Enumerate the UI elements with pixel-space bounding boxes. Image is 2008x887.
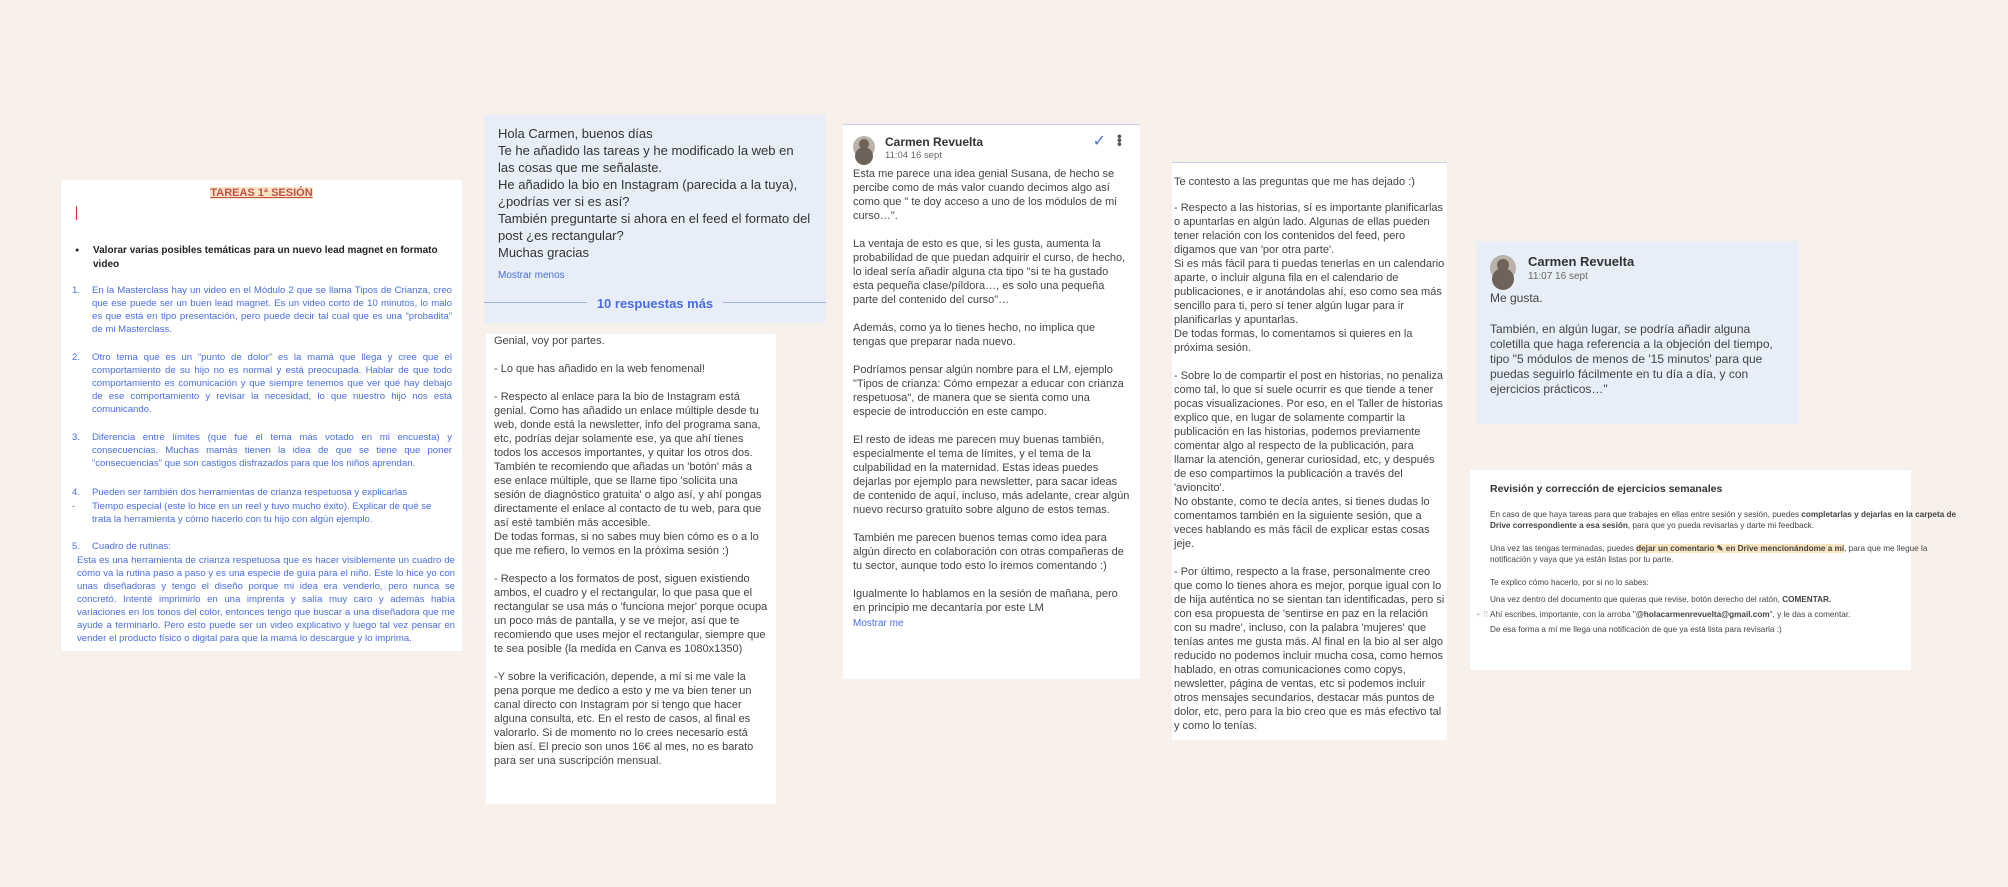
show-less-link[interactable]: Mostrar me (853, 618, 904, 629)
reply-paragraph: - Lo que has añadido en la web fenomenal! (494, 363, 705, 375)
comment-paragraph: Podríamos pensar algún nombre para el LM, ejemplo "Tipos de crianza: Cómo empezar a educar con crianza respetuosa", de manera que se sienta como una especie de introducción en este campo. (853, 364, 1124, 418)
list-item: 1. En la Masterclass hay un video en el Módulo 2 que se llama Tipos de Crianza, creo que ese puede ser un buen lead magnet. Es un video corto de 10 minutos, lo malo es que está en tipo presentación, pero puede decir tal cual que es una “probadita” de mi Masterclass. (72, 285, 452, 335)
doc-review-paragraph: Drive correspondiente a esa sesión, para que yo pueda revisarlas y darte mi feedback. (1490, 521, 1815, 530)
doc-tasks-card (61, 180, 462, 651)
doc-review-paragraph: + ⠿ Ahí escribes, importante, con la arroba "@holacarmenrevuelta@gmail.com", y le das a comentar. (1476, 610, 1851, 619)
reply-paragraph: -Y sobre la verificación, depende, a mí si me vale la pena porque me dedico a esto y me va bien tener un canal directo con Instagram por si tengo que hacer alguna consulta, etc. En el resto de casos, al final es valorarlo. Si de momento no lo crees necesario está bien así. El precio son unos 16€ al mes, no es barato para ser una suscripción mensual. (494, 671, 754, 767)
reply-paragraph: Genial, voy por partes. (494, 335, 605, 347)
list-item: 3. Diferencia entre límites (que fue el tema más votado en mi encuesta) y consecuencias. Muchas mamás tienen la idea de que se tiene que poner “consecuencias” que son castigos disfrazados para que los niños aprendan. (72, 432, 452, 469)
message-line: He añadido la bio en Instagram (parecida a la tuya), ¿podrías ver si es así? (498, 177, 798, 209)
doc-review-card (1470, 470, 1957, 670)
answer-paragraph: - Por último, respecto a la frase, personalmente creo que como lo tienes ahora es mejor, porque igual con lo de hija auténtica no se sientan tan identificadas, pero si con esa propuesta de 'sentirse en paz en la relación con su madre', incluso, con la palabra 'mujeres' que tenías antes me gusta más. Al final en la bio al ser algo reducido no podemos incluir mucha cosa, como hemos hablado, en otras comunicaciones como copys, newsletter, página de ventas, etc si podemos incluir otros mensajes secundarios, destacar más puntos de dolor, etc, pero para la bio creo que es más efectivo tal y como lo tenías. (1174, 566, 1445, 732)
message-line: Muchas gracias (498, 245, 590, 260)
comment-paragraph: Me gusta. (1490, 291, 1543, 305)
drag-handle-icon[interactable]: + ⠿ (1476, 610, 1489, 619)
doc-review-paragraph: En caso de que haya tareas para que trabajes en ellas entre sesión y sesión, puedes completarlas y dejarlas en la carpeta de (1490, 510, 1957, 519)
list-item: 2. Otro tema que es un “punto de dolor” es la mamá que llega y cree que el comportamiento de su hijo no es normal y está preocupada. Hablar de que todo comportamiento es comunicación y que siempre tenemos que ver qué hay debajo de ese comportamiento y revisar la necesidad, lo que nuestro hijo nos está comunicando. (72, 352, 452, 415)
text-cursor (76, 206, 77, 220)
reply-paragraph: - Respecto a los formatos de post, siguen existiendo ambos, el cuadro y el rectangular, lo que pasa que el rectangular se usa más o 'funciona mejor' porque ocupa un poco más de pantalla, y se ve mejor, así que te recomiendo que uses mejor el rectangular, siempre que te sea posible (la medida en Canva es 1080x1350) (494, 573, 768, 655)
message-line: Hola Carmen, buenos días (498, 126, 653, 141)
doc-tasks-paragraph: Esta es una herramienta de crianza respetuosa que es hacer visiblemente un cuadro de cómo va la rutina paso a paso y es una especie de guía para el niño. Este lo hice yo con unas diseñadoras y tengo el diseño porque mi idea era venderlo, pero nunca se concretó. Intenté imprimirlo en una imprenta y salía muy caro y además había variaciones en los tonos del color, entonces tengo que buscar a una diseñadora que me ayude a terminarlo. Pero esto puede ser un video explicativo y luego tal vez pensar en vender el producto físico o digital para que la mamá lo descargue y lo imprima. (77, 555, 455, 644)
more-options-icon[interactable]: ••• (1112, 134, 1128, 146)
doc-review-paragraph: Una vez dentro del documento que quieras que revise, botón derecho del ratón, COMENTAR. (1490, 595, 1832, 604)
comment-card (843, 124, 1140, 679)
doc-review-paragraph: Te explico cómo hacerlo, por si no lo sabes: (1490, 578, 1649, 587)
comment-author: Carmen Revuelta (885, 135, 984, 149)
comment-paragraph: Esta me parece una idea genial Susana, de hecho se percibe como de más valor cuando decimos algo así como que " te doy acceso a uno de los módulos de mi curso…". (853, 168, 1117, 222)
comment-date: 11:04 16 sept (885, 150, 942, 161)
list-item: 4. Pueden ser también dos herramientas de crianza respetuosa y explicarlas (72, 487, 408, 498)
answers-card (1172, 162, 1447, 740)
comment-paragraph: La ventaja de esto es que, si les gusta, aumenta la probabilidad de que puedan adquirir el curso, de hecho, lo ideal sería añadir alguna cta tipo "si te ha gustado esta pequeña clase/píldora…, es solo una pequeña parte del contenido del curso"… (853, 238, 1126, 306)
comment-paragraph: También, en algún lugar, se podría añadir alguna coletilla que haga referencia a la objeción del tiempo, tipo "5 módulos de menos de '15 minutos' para que puedas seguirlo fácilmente en tu día a día, y con ejercicios prácticos…" (1490, 322, 1773, 396)
reply-card (486, 334, 776, 804)
answer-paragraph: - Sobre lo de compartir el post en historias, no penaliza como tal, lo que sí suele ocurrir es que tiende a tener pocas visualizaciones. Por eso, en el Taller de historias explico que, en lugar de solamente compartir la publicación en las historias, podemos previamente comentar algo al respecto de la publicación, para llamar la atención, generar curiosidad, etc, y después de eso compartimos la publicación a través del 'avioncito'. No obstante, como te decía antes, si tienes dudas lo comentamos también en la siguiente sesión, que a veces hablando es más fácil de explicar estas cosas jeje. (1174, 370, 1444, 550)
comment-date: 11:07 16 sept (1528, 271, 1588, 282)
message-line: Te he añadido las tareas y he modificado la web en las cosas que me señalaste. (498, 143, 794, 175)
comment-author: Carmen Revuelta (1528, 254, 1635, 269)
comment-icon: ✎ (1716, 544, 1724, 553)
doc-review-paragraph: Una vez las tengas terminadas, puedes dejar un comentario ✎ en Drive mencionándome a mí, para que me llegue la (1490, 544, 1928, 553)
answer-paragraph: Te contesto a las preguntas que me has dejado :) (1174, 176, 1415, 188)
comment-card (1476, 241, 1798, 424)
list-item: - Tiempo especial (este lo hice en un reel y tuvo mucho éxito). Explicar de qué se trata la herramienta y cómo hacerlo con tu hijo con algún ejemplo. (72, 501, 432, 525)
doc-tasks-bullet: ● Valorar varias posibles temáticas para un nuevo lead magnet en formato video (93, 244, 438, 272)
message-line: También preguntarte si ahora en el feed el formato del post ¿es rectangular? (498, 211, 811, 243)
comment-paragraph: Además, como ya lo tienes hecho, no implica que tengas que preparar nada nuevo. (853, 322, 1096, 348)
check-icon[interactable]: ✓ (1092, 133, 1106, 150)
comment-paragraph: Igualmente lo hablamos en la sesión de mañana, pero en principio me decantaría por este LM (853, 588, 1118, 614)
doc-review-title: Revisión y corrección de ejercicios semanales (1490, 483, 1723, 495)
avatar (853, 136, 875, 158)
doc-review-paragraph: notificación y vaya que ya están listas por tu parte. (1490, 555, 1674, 564)
avatar (1490, 255, 1516, 281)
message-card (484, 115, 826, 323)
answer-paragraph: - Respecto a las historias, sí es importante planificarlas o apuntarlas en algún lado. Algunas de ellas pueden tener relación con los contenidos del feed, pero digamos que van 'por otra parte'. Si es más fácil para ti puedas tenerlas en un calendario aparte, o incluir alguna fila en el calendario de publicaciones, e ir anotándolas ahí, eso como sea más sencillo para ti, pero sí tener algún lugar para ir planificarlas y apuntarlas. De todas formas, lo comentamos si quieres en la próxima sesión. (1174, 202, 1445, 354)
more-replies-button[interactable]: 10 respuestas más (484, 295, 826, 312)
show-less-link[interactable]: Mostrar menos (498, 270, 565, 281)
reply-paragraph: - Respecto al enlace para la bio de Instagram está genial. Como has añadido un enlace múltiple desde tu web, donde está la newsletter, info del programa sana, etc, podrías dejar solamente ese, ya que ahí tienes todos los accesos importantes, y quitar los otros dos. También te recomiendo que añadas un 'botón' más a ese enlace múltiple, que se llame tipo 'solicita una sesión de diagnóstico gratuita' o algo así, y ahí pongas directamente el enlace al contacto de tu web, para que así esté también más accesible. De todas formas, si no sabes muy bien cómo es o a lo que me refiero, lo vemos en la próxima sesión :) (494, 391, 762, 557)
doc-tasks-title: TAREAS 1ª SESIÓN (210, 187, 313, 199)
comment-paragraph: El resto de ideas me parecen muy buenas también, especialmente el tema de límites, y el tema de la culpabilidad en la maternidad. Estas ideas puedes dejarlas por ejemplo para newsletter, para sacar ideas de contenido de aquí, incluso, más adelante, crear algún nuevo recurso gratuito sobre alguno de estos temas. (853, 434, 1130, 516)
comment-paragraph: También me parecen buenos temas como idea para algún directo en colaboración con otras compañeras de tu sector, aunque todo esto lo iremos comentando :) (853, 532, 1124, 572)
doc-review-paragraph: De esa forma a mí me llega una notificación de que ya está lista para revisarla :) (1490, 625, 1782, 634)
list-item: 5. Cuadro de rutinas: (72, 541, 171, 552)
